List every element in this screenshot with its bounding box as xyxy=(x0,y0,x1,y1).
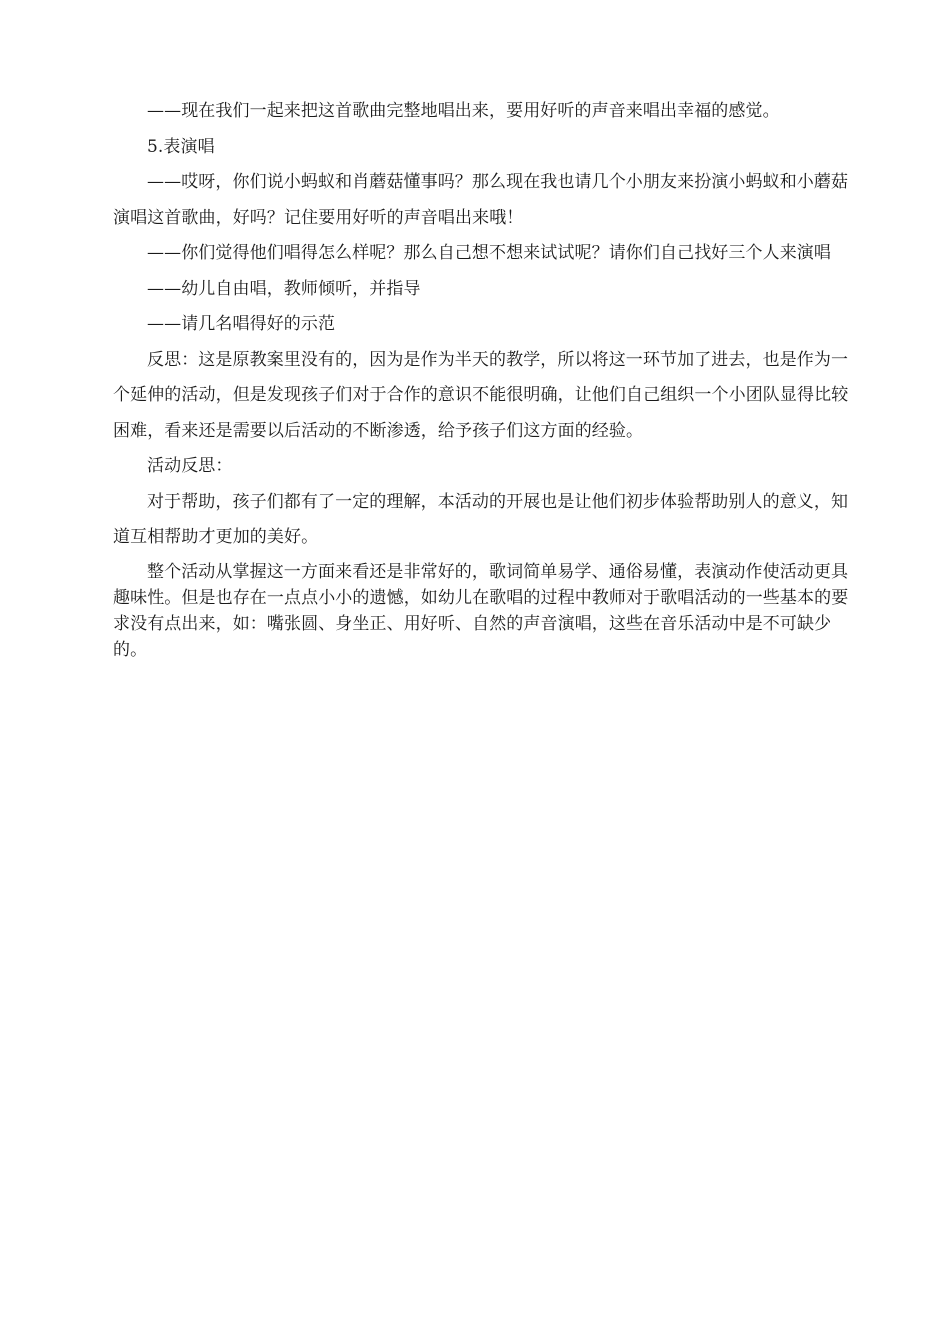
heading-activity-reflection: 活动反思： xyxy=(147,456,233,476)
document-body xyxy=(113,94,859,663)
paragraph-role-play: ——哎呀，你们说小蚂蚁和肖蘑菇懂事吗？那么现在我也请几个小朋友来扮演小蚂蚁和小蘑菇演唱这首歌曲，好吗？记住要用好听的声音唱出来哦！ xyxy=(113,172,849,228)
paragraph-free-singing: ——幼儿自由唱，教师倾听，并指导 xyxy=(147,278,421,299)
paragraph-reflection: 反思：这是原教案里没有的，因为是作为半天的教学，所以将这一环节加了进去，也是作为一个延伸的活动，但是发现孩子们对于合作的意识不能很明确，让他们自己组织一个小团队显得比较困难，看来还是需要以后活动的不断渗透，给予孩子们这方面的经验。 xyxy=(113,349,849,441)
paragraph-overall-evaluation: 整个活动从掌握这一方面来看还是非常好的，歌词简单易学、通俗易懂，表演动作使活动更具趣味性。但是也存在一点点小小的遗憾，如幼儿在歌唱的过程中教师对于歌唱活动的一些基本的要求没有点出来，如：嘴张圆、身坐正、用好听、自然的声音演唱，这些在音乐活动中是不可缺少的。 xyxy=(113,561,849,660)
paragraph-sing-together: ——现在我们一起来把这首歌曲完整地唱出来，要用好听的声音来唱出幸福的感觉。 xyxy=(147,101,780,121)
paragraph-demonstration: ——请几名唱得好的示范 xyxy=(147,314,336,334)
paragraph-help-meaning: 对于帮助，孩子们都有了一定的理解，本活动的开展也是让他们初步体验帮助别人的意义，知道互相帮助才更加的美好。 xyxy=(113,491,849,547)
paragraph-try-yourself: ——你们觉得他们唱得怎么样呢？那么自己想不想来试试呢？请你们自己找好三个人来演唱 xyxy=(147,243,831,263)
section-heading-performance: 5.表演唱 xyxy=(147,136,215,157)
